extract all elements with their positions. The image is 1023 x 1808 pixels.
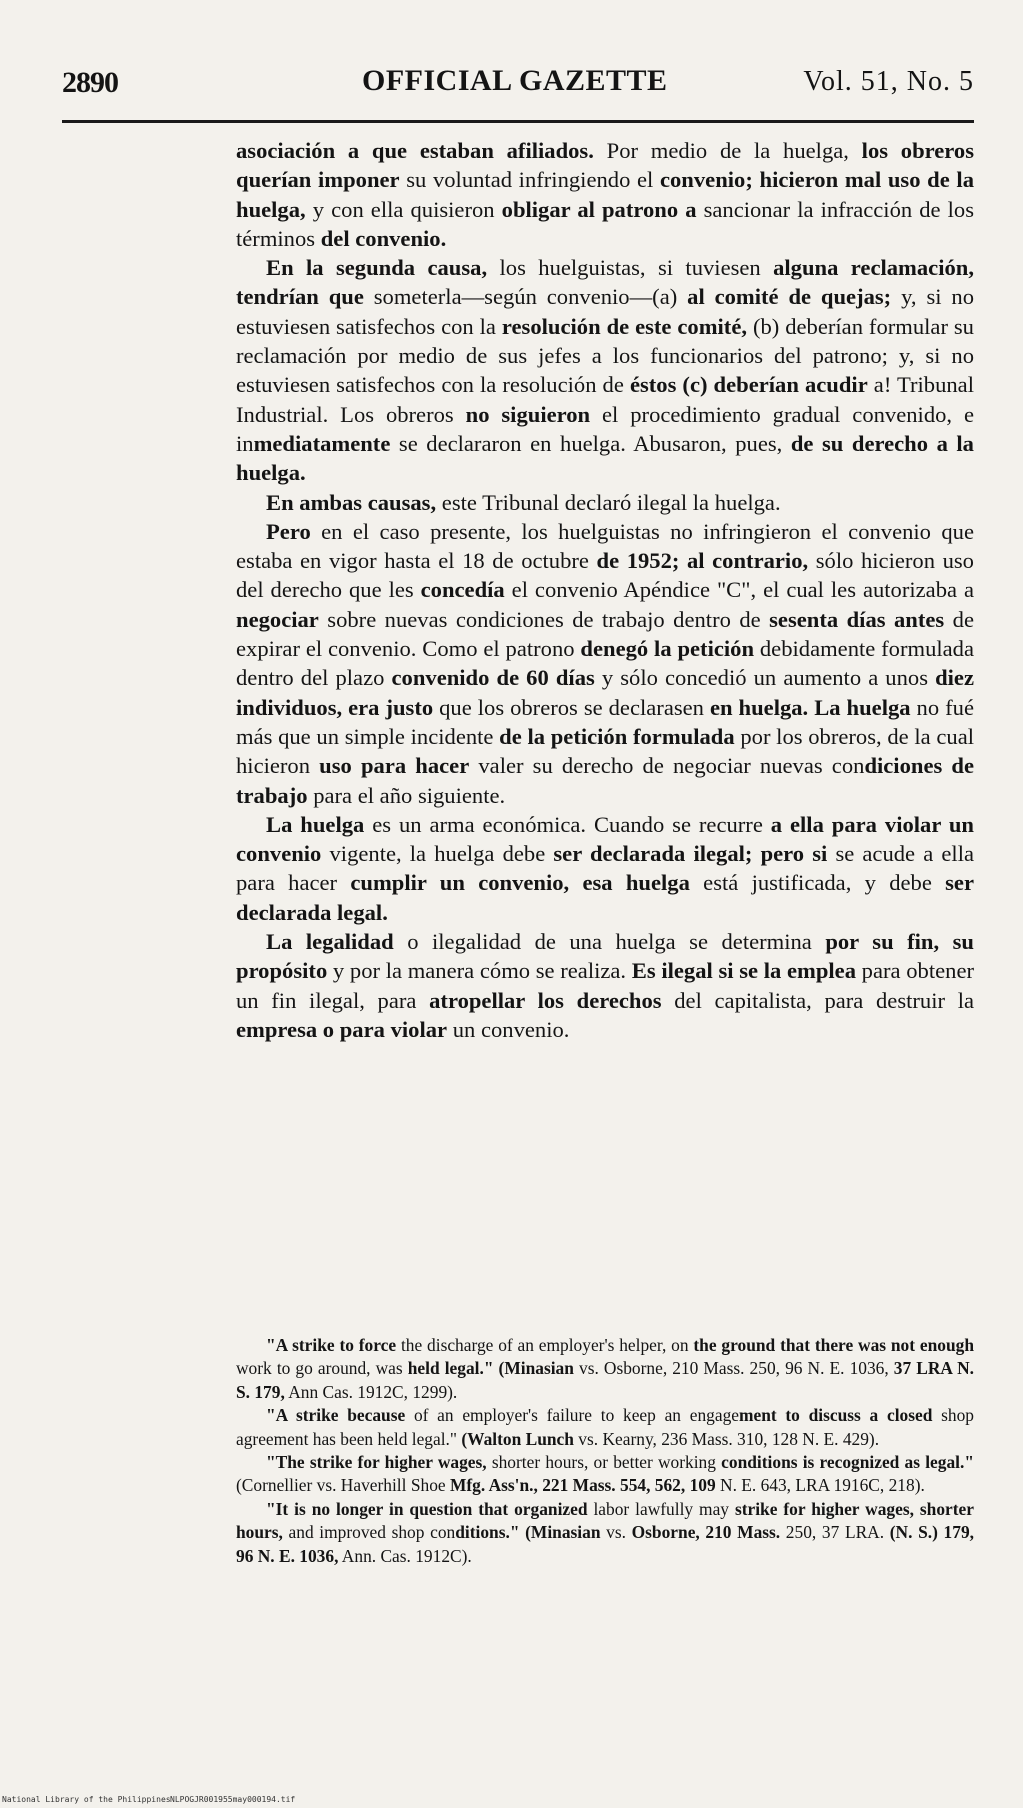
bold-text: Pero — [266, 518, 311, 544]
bold-text: Es ilegal si se la emplea — [631, 958, 856, 984]
text-span: de expirar el convenio. Como el patrono — [236, 606, 974, 662]
text-span: se declararon en huelga. Abusaron, pues, — [390, 430, 791, 456]
bold-text: (N. S.) 179, 96 N. E. 1036, — [236, 1522, 974, 1566]
text-span: o ilegalidad de una huelga se determina — [393, 929, 826, 955]
text-span: vs. Osborne, 210 Mass. 250, 96 N. E. 1036, — [573, 1358, 894, 1379]
text-span: en el caso presente, los huelguistas no infringieron el convenio que estaba en vigor hasta el 18 de octubre — [236, 518, 974, 574]
text-span: vs. Kearny, 236 Mass. 310, 128 N. E. 429). — [573, 1428, 880, 1449]
text-span: sobre nuevas condiciones de trabajo dentro de — [318, 606, 770, 632]
text-span: the discharge of an employer's helper, on — [396, 1335, 694, 1355]
text-span: el convenio Apéndice "C", el cual les autorizaba a — [504, 577, 975, 603]
text-span: Ann Cas. 1912C, 1299). — [284, 1381, 458, 1402]
text-span: sancionar la infracción de los términos — [236, 196, 974, 251]
bold-text: concedía — [420, 577, 505, 603]
text-span: se acude a ella para hacer — [236, 841, 974, 896]
bold-text: a ella para violar un convenio — [236, 811, 975, 867]
footer-filename: NLPOGJR001955may000194.tif — [170, 1795, 296, 1804]
bold-text: La legalidad — [266, 929, 394, 955]
bold-text: mediatamente — [253, 430, 391, 456]
bold-text: al comité de quejas; — [687, 284, 892, 310]
text-span: no fué más que un simple incidente — [236, 694, 974, 749]
bold-text: diez individuos, era justo — [236, 665, 974, 720]
bold-text: denegó la petición — [580, 636, 755, 662]
text-span: para el año siguiente. — [307, 782, 506, 808]
bold-text: uso para hacer — [319, 753, 470, 779]
text-span: el procedimiento gradual convenido, e in — [236, 401, 975, 456]
citation-paragraph — [236, 1334, 974, 1404]
bold-text: cumplir un convenio, esa huelga — [350, 870, 690, 896]
text-span: shorter hours, or better working — [486, 1452, 722, 1473]
citation-paragraph — [236, 1404, 974, 1451]
text-span: and improved shop con — [282, 1522, 456, 1543]
bold-text: resolución de este comité, — [501, 313, 748, 339]
body-text — [236, 136, 974, 1044]
text-span: vigente, la huelga debe — [321, 841, 554, 867]
bold-text: sesenta días antes — [769, 606, 945, 632]
text-span: que los obreros se declarasen — [433, 694, 710, 720]
body-paragraph — [236, 517, 974, 810]
citation-paragraph — [236, 1451, 974, 1498]
text-span: su voluntad infringiendo el — [399, 167, 660, 193]
bold-text: asociación a que estaban afiliados. — [236, 138, 594, 163]
body-paragraph — [236, 810, 974, 927]
body-paragraph — [236, 927, 974, 1044]
bold-text: ment to discuss a closed — [738, 1405, 933, 1426]
bold-text: no siguieron — [465, 401, 591, 427]
bold-text: atropellar los derechos — [429, 987, 662, 1013]
bold-text: del convenio. — [320, 225, 447, 251]
text-span: sólo hicieron uso del derecho que les — [236, 548, 974, 603]
publication-title: OFFICIAL GAZETTE — [362, 64, 668, 97]
text-span: vs. — [600, 1522, 632, 1543]
text-span: valer su derecho de negociar nuevas con — [469, 753, 865, 779]
text-span: a! Tribunal Industrial. Los obreros — [236, 372, 974, 427]
text-span: N. E. 643, LRA 1916C, 218). — [715, 1475, 925, 1496]
text-span: está justificada, y debe — [689, 870, 946, 896]
bold-text: "The strike for higher wages, — [266, 1452, 487, 1473]
text-span: debidamente formulada dentro del plazo — [236, 636, 975, 691]
bold-text: the ground that there was not enough — [693, 1335, 974, 1355]
bold-text: conditions is recognized as legal." — [721, 1452, 974, 1473]
bold-text: en huelga. La huelga — [709, 694, 911, 720]
bold-text: 37 LRA N. S. 179, — [236, 1358, 974, 1402]
text-span: es un arma económica. Cuando se recurre — [364, 811, 771, 837]
bold-text: "A strike to force — [266, 1335, 397, 1355]
bold-text: de 1952; al contrario, — [596, 548, 809, 574]
bold-text: ditions." (Minasian — [455, 1522, 601, 1543]
bold-text: éstos (c) deberían acudir — [629, 372, 868, 398]
bold-text: de la petición formulada — [499, 723, 735, 749]
bold-text: ser declarada ilegal; pero si — [553, 841, 828, 867]
text-span: (b) deberían formular su reclamación por medio de sus jefes a los funcionarios del patrono; y, si no estuviesen satisfechos con la resolución de — [236, 313, 974, 398]
text-span: Ann. Cas. 1912C). — [338, 1545, 472, 1566]
text-span: (Cornellier vs. Haverhill Shoe — [236, 1475, 450, 1496]
text-span: por los obreros, de la cual hicieron — [236, 723, 974, 779]
text-span: y con ella quisieron — [305, 196, 502, 222]
text-span: 250, 37 LRA. — [780, 1522, 890, 1543]
text-span: y por la manera cómo se realiza. — [327, 958, 632, 984]
body-paragraph — [236, 253, 974, 487]
scan-footer — [0, 1793, 1023, 1808]
bold-text: "A strike because — [266, 1405, 406, 1426]
text-span: labor lawfully may — [587, 1498, 735, 1519]
text-span: un convenio. — [447, 1016, 570, 1042]
bold-text: Mfg. Ass'n., 221 Mass. 554, 562, 109 — [449, 1475, 716, 1496]
citation-paragraph — [236, 1498, 974, 1568]
bold-text: held legal." (Minasian — [407, 1358, 574, 1379]
page-header — [62, 62, 974, 102]
bold-text: ser declarada legal. — [236, 870, 974, 925]
bold-text: empresa o para violar — [236, 1016, 448, 1042]
text-span: of an employer's failure to keep an engage — [405, 1405, 739, 1426]
bold-text: alguna reclamación, tendrían que — [236, 255, 974, 310]
bold-text: Osborne, 210 Mass. — [631, 1522, 781, 1543]
bold-text: En la segunda causa, — [266, 255, 488, 281]
text-span: y, si no estuviesen satisfechos con la — [236, 284, 974, 339]
footer-library: National Library of the Philippines — [2, 1795, 171, 1804]
text-span: Por medio de la huelga, — [593, 138, 862, 163]
bold-text: (Walton Lunch — [461, 1428, 574, 1449]
text-span: someterla—según convenio—(a) — [363, 284, 688, 310]
bold-text: En ambas causas, — [266, 489, 437, 515]
text-span: del capitalista, para destruir la — [661, 987, 975, 1013]
bold-text: "It is no longer in question that organized — [266, 1498, 588, 1519]
bold-text: La huelga — [266, 811, 365, 837]
text-span: shop agreement has been held legal." — [236, 1405, 974, 1449]
bold-text: por su fin, su propósito — [236, 929, 974, 984]
text-span: para obtener un fin ilegal, para — [236, 958, 974, 1013]
legal-citations — [236, 1334, 974, 1568]
bold-text: obligar al patrono a — [501, 196, 697, 222]
bold-text: de su derecho a la huelga. — [236, 430, 974, 486]
bold-text: diciones de trabajo — [236, 753, 975, 808]
text-span: los huelguistas, si tuviesen — [487, 255, 774, 281]
bold-text: convenido de 60 días — [391, 665, 595, 691]
body-paragraph — [236, 136, 974, 253]
body-paragraph — [236, 488, 974, 517]
page-number: 2890 — [62, 66, 118, 99]
bold-text: negociar — [236, 606, 319, 632]
text-span: y sólo concedió un aumento a unos — [594, 665, 936, 691]
bold-text: convenio; hicieron mal uso de la huelga, — [236, 167, 974, 222]
volume-issue: Vol. 51, No. 5 — [803, 66, 974, 97]
header-rule — [62, 120, 974, 123]
text-span: work to go around, was — [236, 1358, 408, 1379]
bold-text: strike for higher wages, shorter hours, — [236, 1498, 974, 1543]
text-span: este Tribunal declaró ilegal la huelga. — [436, 489, 781, 515]
bold-text: los obreros querían imponer — [236, 138, 974, 193]
